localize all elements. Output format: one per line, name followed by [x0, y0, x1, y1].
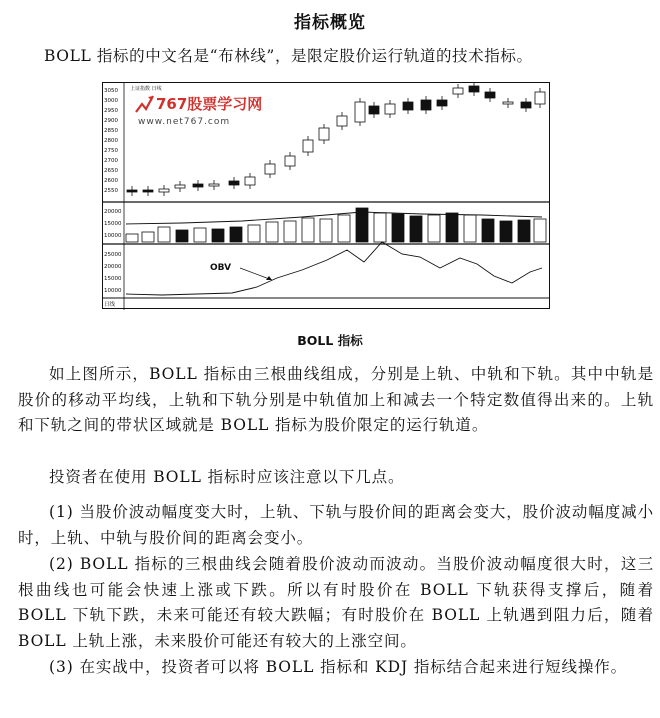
volume-bar [320, 219, 332, 242]
volume-bar [338, 215, 350, 242]
candle-body [535, 92, 545, 104]
volume-bar [126, 234, 138, 242]
candle-body [369, 106, 379, 114]
candle-body [469, 86, 479, 92]
candle-body [485, 92, 495, 98]
volume-bar [142, 232, 154, 242]
watermark-title: 767股票学习网 [156, 95, 263, 113]
candle-body [385, 104, 395, 114]
boll-chart-figure [102, 82, 550, 310]
volume-tick: 15000 [104, 221, 122, 227]
price-tick: 2950 [104, 108, 118, 114]
volume-bar [374, 213, 386, 242]
volume-bar [176, 230, 188, 242]
price-tick: 3050 [104, 88, 118, 94]
candle-body [285, 156, 295, 166]
volume-bar [482, 219, 494, 242]
chart-header-text: 上证指数 日线 [130, 86, 162, 92]
volume-bar [230, 227, 242, 242]
volume-bar [392, 214, 404, 242]
paragraph-point-2: (2) BOLL 指标的三根曲线会随着股价波动而波动。当股价波动幅度很大时，这三根曲线也可能会快速上涨或下跌。所以有时股价在 BOLL 下轨获得支撑后，随着 BOLL 下轨下跌，未来可能还有较大跌幅；有时股价在 BOLL 上轨遇到阻力后，随着 BOLL 上轨上涨，未来股价可能还有较大的上涨空间。 [18, 555, 654, 650]
price-tick: 3000 [104, 98, 118, 104]
candle-body [265, 164, 275, 174]
intro-text: BOLL 指标的中文名是“布林线”，是限定股价运行轨道的技术指标。 [44, 47, 533, 65]
candle-body [355, 102, 365, 122]
obv-tick: 15000 [104, 276, 122, 282]
candle-body [245, 177, 255, 185]
candle-body [453, 88, 463, 94]
paragraph-boll-components: 如上图所示，BOLL 指标由三根曲线组成，分别是上轨、中轨和下轨。其中中轨是股价的移动平均线，上轨和下轨分别是中轨值加上和减去一个特定数值得出来的。上轨和下轨之间的带状区域就是 BOLL 指标为股价限定的运行轨道。 [18, 365, 654, 434]
volume-bar [248, 225, 260, 242]
candle-body [159, 189, 169, 192]
volume-bar [534, 219, 546, 242]
volume-bar [518, 220, 530, 242]
obv-tick: 25000 [104, 252, 122, 258]
volume-bar [266, 222, 278, 242]
candle-body [303, 140, 313, 152]
volume-bar [356, 208, 368, 242]
candle-body [175, 185, 185, 188]
volume-axis-labels [104, 209, 122, 239]
candle-body [127, 190, 137, 192]
price-tick: 2800 [104, 138, 118, 144]
figure-caption: BOLL 指标 [297, 333, 363, 348]
paragraph-point-3: (3) 在实战中，投资者可以将 BOLL 指标和 KDJ 指标结合起来进行短线操作。 [49, 658, 628, 676]
page-title: 指标概览 [294, 13, 366, 33]
price-tick: 2600 [104, 178, 118, 184]
candle-body [229, 181, 239, 185]
bottom-left-label: 日线 [104, 302, 116, 308]
price-tick: 2650 [104, 168, 118, 174]
volume-bar [464, 215, 476, 242]
price-tick: 2550 [104, 188, 118, 194]
watermark-url: www.net767.com [138, 117, 231, 127]
volume-bar [428, 215, 440, 242]
volume-bar [158, 227, 170, 242]
volume-bar [212, 229, 224, 242]
candle-body [143, 190, 153, 192]
volume-bar [410, 216, 422, 242]
candle-body [403, 102, 413, 110]
paragraph-point-1: (1) 当股价波动幅度变大时，上轨、下轨与股价间的距离会变大，股价波动幅度减小时，上轨、中轨与股价间的距离会变小。 [18, 503, 654, 547]
price-axis-labels [104, 88, 118, 194]
volume-bar [446, 213, 458, 242]
volume-tick: 10000 [104, 233, 122, 239]
price-tick: 2900 [104, 118, 118, 124]
candle-body [337, 116, 347, 126]
candle-body [521, 102, 531, 108]
candle-body [319, 128, 329, 140]
candle-body [503, 102, 513, 104]
volume-bar [284, 221, 296, 242]
candle-body [421, 100, 431, 110]
candle-body [193, 184, 203, 187]
price-tick: 2700 [104, 158, 118, 164]
paragraph-usage-intro: 投资者在使用 BOLL 指标时应该注意以下几点。 [49, 468, 405, 486]
stock-chart-image [102, 82, 550, 310]
obv-label: OBV [210, 263, 232, 273]
volume-bar [194, 228, 206, 242]
volume-tick: 20000 [104, 209, 122, 215]
obv-tick: 10000 [104, 288, 122, 294]
price-tick: 2850 [104, 128, 118, 134]
candle-body [437, 100, 447, 106]
volume-bar [500, 221, 512, 242]
candle-body [209, 184, 219, 186]
price-tick: 2750 [104, 148, 118, 154]
obv-tick: 20000 [104, 264, 122, 270]
volume-bar [302, 218, 314, 242]
